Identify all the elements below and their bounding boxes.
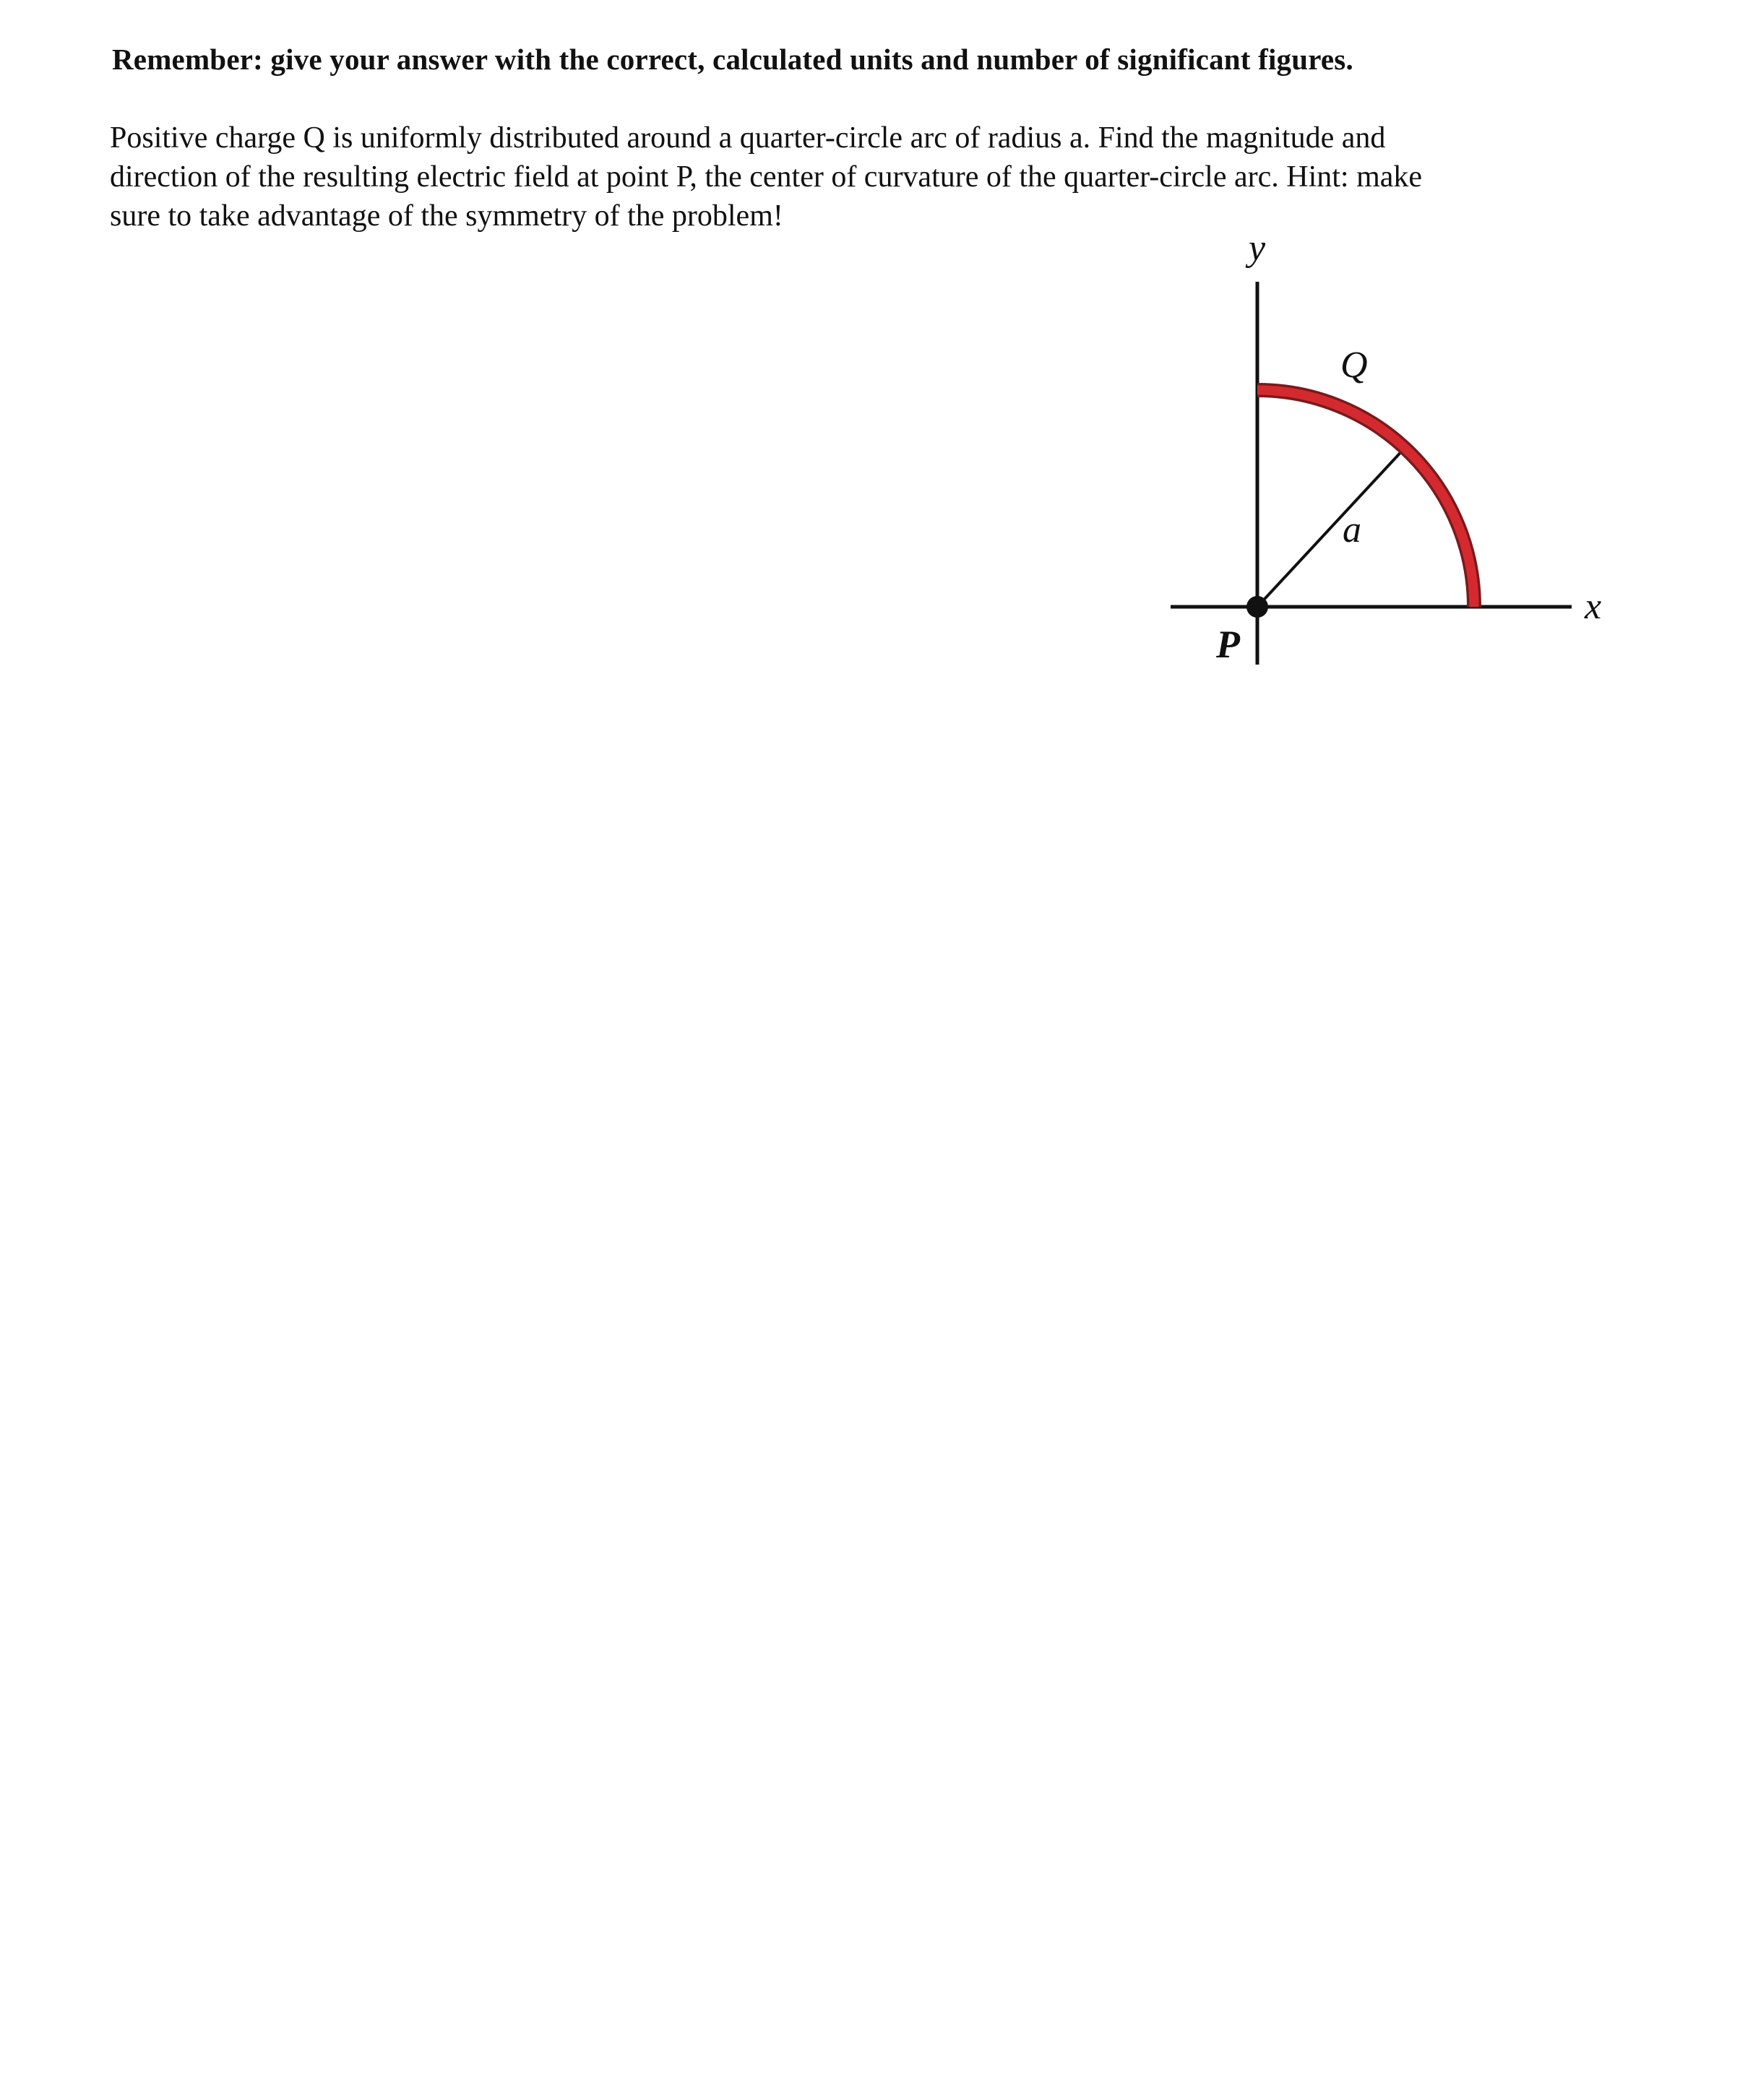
charged-arc [1257,390,1474,607]
reminder-note: Remember: give your answer with the correct, calculated units and number of significant figures. [112,43,1353,76]
charge-label: Q [1340,345,1368,386]
figure-svg [1156,217,1633,686]
radius-line [1257,446,1406,607]
quarter-circle-figure [1156,217,1633,686]
problem-line-2: direction of the resulting electric field at point P, the center of curvature of the quarter-circle arc. Hint: make [110,160,1423,194]
y-axis-label: y [1249,228,1266,269]
point-p-dot [1246,596,1268,618]
x-axis-label: x [1585,586,1602,627]
problem-line-3: sure to take advantage of the symmetry of the problem! [110,199,783,233]
radius-label: a [1343,509,1361,550]
point-p-label: P [1216,623,1240,666]
problem-line-1: Positive charge Q is uniformly distributed around a quarter-circle arc of radius a. Find the magnitude and [110,121,1386,155]
